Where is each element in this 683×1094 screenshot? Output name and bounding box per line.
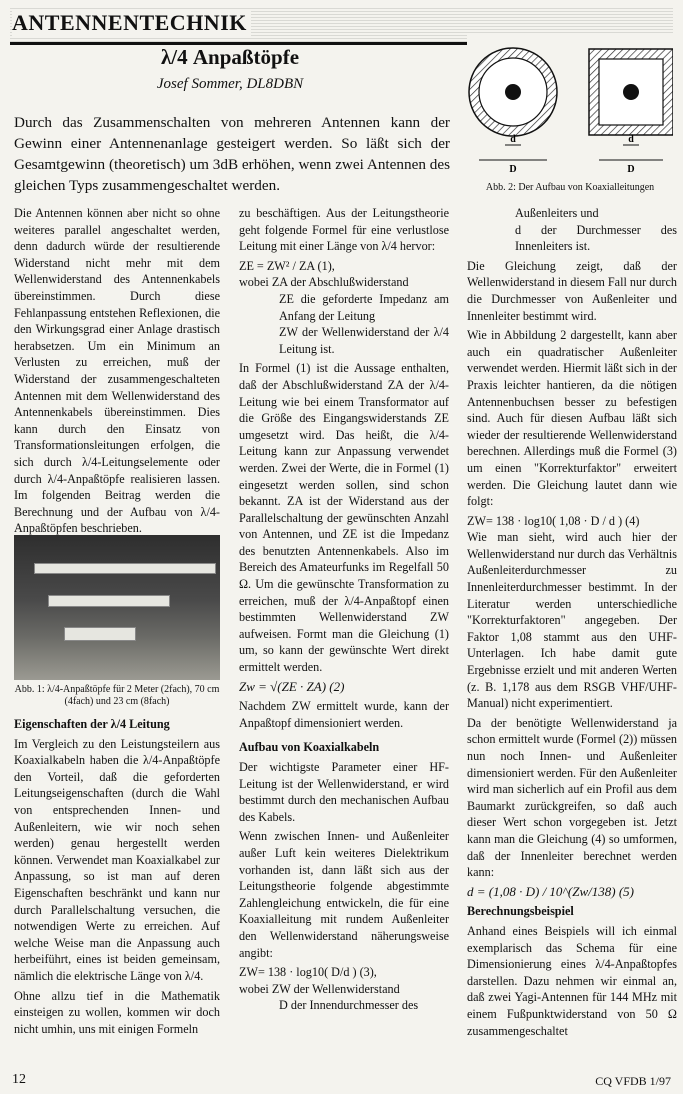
formula-3-where-b: D der Innendurchmesser des — [279, 998, 419, 1013]
section-heading: Eigenschaften der λ/4 Leitung — [14, 717, 170, 731]
paragraph: Wie man sieht, wird auch hier der Wellenwiderstand nur durch das Verhältnis Außenleiterdurchmesser zu Innenleiterdurchmesser bestimmt. In der Literatur werden unterschiedliche "Korrekturfaktoren" angegeben. Der Faktor 1,08 stammt aus den UHF-Unterlagen. Ich habe damit gute Ergebnisse erzielt und mit anderen Werten (z. B. 1,178 aus dem RSGB VHF/UHF-Manual) nicht experimentiert. — [467, 530, 677, 711]
formula-5: d = (1,08 · D) / 10^(Zw/138) (5) — [467, 883, 634, 899]
paragraph: Die Gleichung zeigt, daß der Wellenwiderstand in diesem Fall nur durch die Durchmesser von Außenleiter und Innenleiter bestimmt wird. — [467, 258, 677, 323]
section-heading: Aufbau von Koaxialkabeln — [239, 740, 380, 755]
column-1-lower — [14, 716, 220, 1040]
journal-issue: CQ VFDB 1/97 — [595, 1074, 671, 1088]
paragraph: In Formel (1) ist die Aussage enthalten, daß der Abschlußwiderstand ZA der λ/4-Leitung wie bei einem Transformator auf die Größe des Eingangswiderstands ZE umgesetzt wird. Das heißt, die λ/4- Leitung kann zur Anpassung verwendet werden. Zwei der Werte, die in Formel (1) eingesetzt werden sollen, sind schon bekannt. ZA ist der Widerstand aus der Parallelschaltung der gewünschten Anzahl von Antennen, und ZE ist die Impedanz des benutzten Antennenkabels. Also im Bereich des Amateurfunks im Regelfall 50 Ω. Um die gewünschte Transformation zu erreichen, muß der λ/4-Anpaßtopf einen bestimmten Wellenwiderstand ZW aufweisen. Formt man die Gleichung (1) um, so kann der gewünschte Wert direkt ermittelt werden. — [239, 361, 449, 675]
paragraph: Wie in Abbildung 2 dargestellt, kann aber auch ein quadratischer Außenleiter verwendet werden. Hiermit läßt sich in der Praxis leichter hantieren, da die nötigen Antennenbuchsen besser zu befestigen sind. Auch für diesen Aufbau läßt sich wieder der resultierende Wellenwiderstand berechnen. Allerdings muß die Formel (3) um einen "Korrekturfaktor" erweitert werden. Die Gleichung lautet dann wie folgt: — [467, 328, 677, 509]
article-author: Josef Sommer, DL8DBN — [156, 76, 304, 92]
diagram-label-d-square: d — [628, 134, 634, 145]
paragraph: zu beschäftigen. Aus der Leitungstheorie geht folgende Formel für eine verlustlose Leitung mit einer Länge von λ/4 hervor: — [239, 206, 449, 254]
formula-3-where-a: wobei ZW der Wellenwiderstand — [239, 981, 400, 996]
formula-3-where-d: d der Durchmesser des Innenleiters ist. — [515, 222, 677, 254]
paragraph: Wenn zwischen Innen- und Außenleiter außer Luft kein weiteres Dielektrikum vorhanden ist, dann läßt sich aus der Leitungstheorie folgende abgestimmte Zahlengleichung entwickeln, die für eine Koaxialleitung mit rundem Außenleiter den Wellenwiderstand näherungsweise angibt: — [239, 829, 449, 960]
formula-1: ZE = ZW² / ZA (1), — [239, 258, 335, 273]
formula-1-where-b: ZE die geforderte Impedanz am Anfang der Leitung — [279, 291, 449, 323]
column-1 — [14, 205, 220, 540]
formula-1-where-a: wobei ZA der Abschlußwiderstand — [239, 275, 409, 290]
paragraph: Ohne allzu tief in die Mathematik einsteigen zu wollen, kommen wir doch nicht umhin, uns mit einigen Formeln — [14, 988, 220, 1036]
paragraph: Da der benötigte Wellenwiderstand ja schon ermittelt wurde (Formel (2)) müssen nun noch Innen- und Außenleiter dimensioniert werden. Für den Außenleiter wird man sicherlich auf ein Profil aus dem Baumarkt zurückgreifen, so daß auch dieser Wert schon vorgegeben ist. Jetzt kann man die Gleichung (4) so umformen, daß der Innenleiter berechnet werden kann: — [467, 715, 677, 880]
antenna-photo — [14, 535, 220, 680]
formula-1-where-c: ZW der Wellenwiderstand der λ/4 Leitung ist. — [279, 325, 449, 356]
paragraph: Im Vergleich zu den Leistungsteilern aus Koaxialkabeln haben die λ/4-Anpaßtöpfe den Vorteil, daß die geforderten Leitungseigenschaften (durch die Wahl von entsprechenden Innen- und Außenleitern, wie wir noch sehen werden) genau hergestellt werden können. Verwendet man Koaxialkabel zur Anpassung, so ist man auf deren Eigenschaften beschränkt und kann nur durch Parallelschaltung versuchen, die notwendigen Werte zu erreichen. Auf welche Weise man die Anpassung auch herbeiführt, eines ist beiden gemeinsam, nämlich die elektrische Länge von λ/4. — [14, 736, 220, 983]
article-title: λ/4 Anpaßtöpfe — [160, 45, 300, 69]
paragraph: Nachdem ZW ermittelt wurde, kann der Anpaßtopf dimensioniert werden. — [239, 699, 449, 730]
paragraph: Die Antennen können aber nicht so ohne weiteres parallel angeschaltet werden, denn dadurch würde der resultierende Widerstand nicht mehr mit dem Wellenwiderstand des Antennenkabels übereinstimmen. Durch diese Fehlanpassung entstehen Reflexionen, die den Wirkungsgrad einer Anlage drastisch herabsetzen. Um ein Minimum an Verlusten zu erreichen, muß der Widerstand der zusammengeschalteten Antennen mit dem Wellenwiderstand des Antennenkabels übereinstimmen. Dies kann durch den Einsatz von Transformationsleitungen erfolgen, die sich durch λ/4-Leitungselemente oder durch λ/4-Anpaßtöpfe realisieren lassen. Im folgenden Beitrag werden die Berechnung und der Aufbau von λ/4-Anpaßtöpfen beschrieben. — [14, 206, 220, 536]
formula-3: ZW= 138 · log10( D/d ) (3), — [239, 965, 377, 980]
figure-1-caption: Abb. 1: λ/4-Anpaßtöpfe für 2 Meter (2fach), 70 cm (4fach) und 23 cm (8fach) — [14, 684, 220, 707]
figure-2-caption: Abb. 2: Der Aufbau von Koaxialleitungen — [485, 182, 655, 193]
section-heading: Berechnungsbeispiel — [467, 904, 574, 919]
diagram-label-d: d — [510, 134, 516, 145]
section-title: ANTENNENTECHNIK — [12, 10, 251, 36]
paragraph: Der wichtigste Parameter einer HF-Leitung ist der Wellenwiderstand, er wird bestimmt durch den mechanischen Aufbau des Kabels. — [239, 760, 449, 824]
column-3 — [467, 205, 677, 1042]
formula-2: Zw = √(ZE · ZA) (2) — [239, 678, 345, 694]
page-number: 12 — [12, 1072, 26, 1087]
formula-4: ZW= 138 · log10( 1,08 · D / d ) (4) — [467, 513, 640, 528]
column-2 — [239, 205, 449, 1014]
diagram-label-D: D — [509, 164, 517, 175]
article-lead: Durch das Zusammenschalten von mehreren Antennen kann der Gewinn einer Antennenanlage gesteigert werden. So läßt sich der Gesamtgewinn (theoretisch) um 3dB erhöhen, wenn zwei Antennen des gleichen Typs zusammengeschaltet werden. — [14, 114, 450, 194]
coax-diagram — [467, 35, 673, 175]
paragraph: Anhand eines Beispiels will ich einmal exemplarisch das Schema für eine Dimensionierung eines λ/4-Anpaßtopfes darstellen. Dazu nehmen wir einmal an, daß zwei Yagi-Antennen für 144 MHz mit einem Fußpunktwiderstand von 50 Ω zusammengeschaltet — [467, 923, 677, 1038]
diagram-label-D-square: D — [627, 164, 635, 175]
formula-3-where-c: Außenleiters und — [515, 206, 599, 220]
